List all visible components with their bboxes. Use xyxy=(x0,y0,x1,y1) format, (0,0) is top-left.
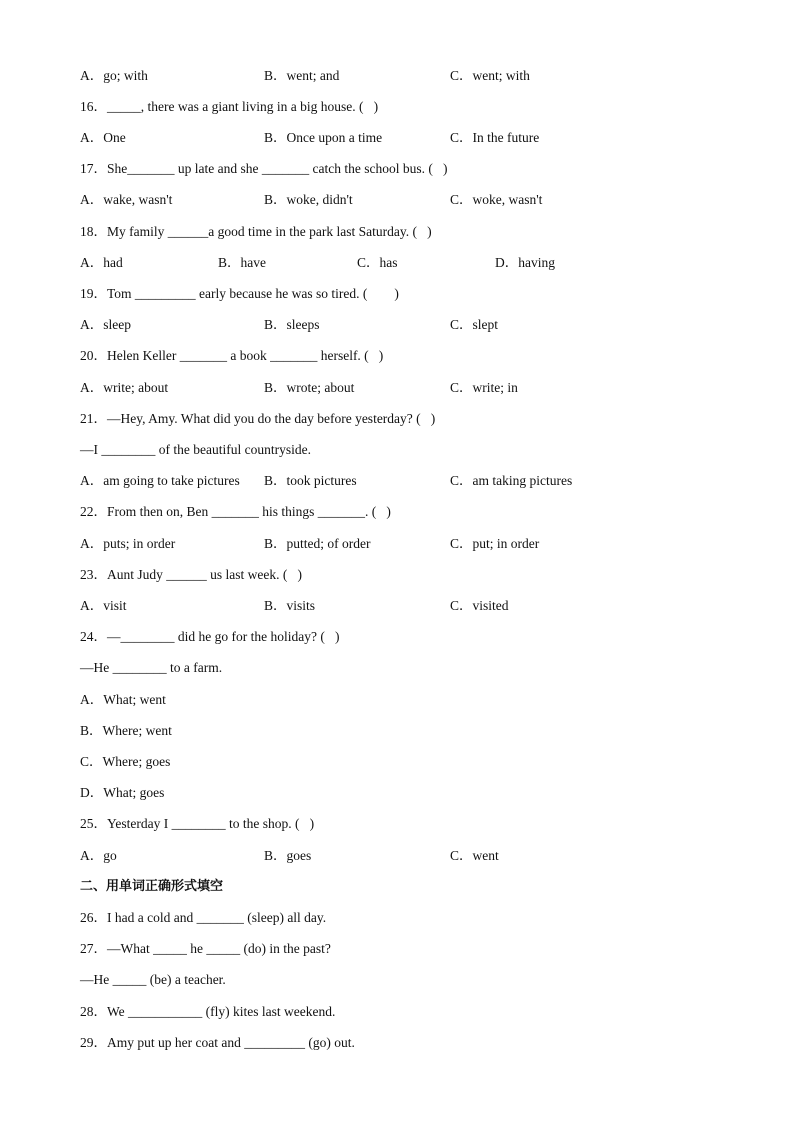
q20-option-b: B．wrote; about xyxy=(264,380,355,395)
question-21: 21．—Hey, Amy. What did you do the day before yesterday? ( ) xyxy=(80,411,436,426)
question-27-response: —He _____ (be) a teacher. xyxy=(80,972,226,987)
q23-option-b: B．visits xyxy=(264,598,316,613)
question-23: 23．Aunt Judy ______ us last week. ( ) xyxy=(80,567,302,582)
q17-option-c: C．woke, wasn't xyxy=(450,192,543,207)
question-24-response: —He ________ to a farm. xyxy=(80,660,223,675)
q16-option-a: A．One xyxy=(80,130,126,145)
q17-option-b: B．woke, didn't xyxy=(264,192,353,207)
q18-option-a: A．had xyxy=(80,255,123,270)
question-17: 17．She_______ up late and she _______ catch the school bus. ( ) xyxy=(80,161,448,176)
q19-option-b: B．sleeps xyxy=(264,317,320,332)
q24-option-c: C．Where; goes xyxy=(80,754,171,769)
q24-option-d: D．What; goes xyxy=(80,785,165,800)
q19-option-c: C．slept xyxy=(450,317,499,332)
question-20: 20．Helen Keller _______ a book _______ herself. ( ) xyxy=(80,348,384,363)
question-28: 28．We ___________ (fly) kites last weekend. xyxy=(80,1004,336,1019)
q21-option-b: B．took pictures xyxy=(264,473,357,488)
q20-option-c: C．write; in xyxy=(450,380,518,395)
q18-option-c: C．has xyxy=(357,255,398,270)
question-29: 29．Amy put up her coat and _________ (go) out. xyxy=(80,1035,355,1050)
q21-option-a: A．am going to take pictures xyxy=(80,473,240,488)
q22-option-c: C．put; in order xyxy=(450,536,540,551)
q25-option-b: B．goes xyxy=(264,848,312,863)
q23-option-c: C．visited xyxy=(450,598,509,613)
question-27: 27．—What _____ he _____ (do) in the past? xyxy=(80,941,331,956)
q15-option-a: A．go; with xyxy=(80,68,148,83)
question-22: 22．From then on, Ben _______ his things _______. ( ) xyxy=(80,504,391,519)
question-26: 26．I had a cold and _______ (sleep) all day. xyxy=(80,910,327,925)
question-25: 25．Yesterday I ________ to the shop. ( ) xyxy=(80,816,315,831)
q21-option-c: C．am taking pictures xyxy=(450,473,573,488)
q16-option-c: C．In the future xyxy=(450,130,540,145)
q15-option-b: B．went; and xyxy=(264,68,340,83)
q19-option-a: A．sleep xyxy=(80,317,131,332)
question-21-response: —I ________ of the beautiful countryside. xyxy=(80,442,311,457)
q24-option-a: A．What; went xyxy=(80,692,166,707)
q25-option-c: C．went xyxy=(450,848,499,863)
q15-option-c: C．went; with xyxy=(450,68,530,83)
q18-option-b: B．have xyxy=(218,255,266,270)
q16-option-b: B．Once upon a time xyxy=(264,130,383,145)
q22-option-b: B．putted; of order xyxy=(264,536,371,551)
q25-option-a: A．go xyxy=(80,848,117,863)
q20-option-a: A．write; about xyxy=(80,380,169,395)
q23-option-a: A．visit xyxy=(80,598,127,613)
section-2-heading: 二、用单词正确形式填空 xyxy=(80,879,224,894)
question-24: 24．—________ did he go for the holiday? ( ) xyxy=(80,629,340,644)
question-19: 19．Tom _________ early because he was so tired. ( ) xyxy=(80,286,399,301)
q22-option-a: A．puts; in order xyxy=(80,536,176,551)
q24-option-b: B．Where; went xyxy=(80,723,172,738)
question-18: 18．My family ______a good time in the park last Saturday. ( ) xyxy=(80,224,432,239)
q17-option-a: A．wake, wasn't xyxy=(80,192,173,207)
question-16: 16．_____, there was a giant living in a big house. ( ) xyxy=(80,99,379,114)
q18-option-d: D．having xyxy=(495,255,555,270)
